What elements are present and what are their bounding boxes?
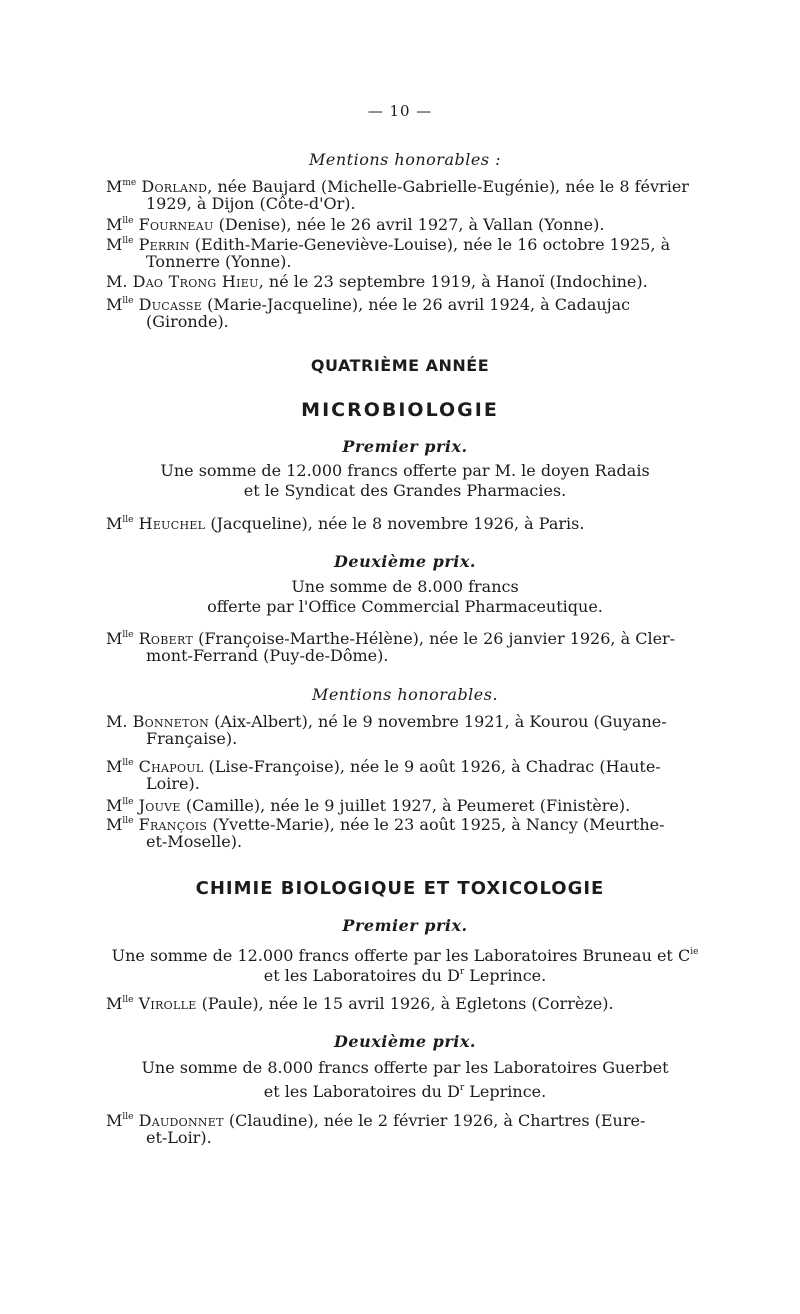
list-item <box>106 1109 710 1146</box>
honorific: $M^{lle}$ <box>106 629 134 648</box>
honorific: $M^{lle}$ <box>106 815 134 834</box>
entry-text: (Claudine), née le 2 février 1926, à Chartres (Eure- <box>223 1111 646 1130</box>
person-name: Dao Trong Hieu <box>132 272 259 291</box>
mentions-caption: Mentions honorables : <box>308 150 501 169</box>
honorific: M. <box>106 712 128 731</box>
honorific: $M^{lle}$ <box>106 235 134 254</box>
entry-continuation: Française). <box>146 729 238 748</box>
prize-description: Une somme de 8.000 francs <box>291 577 519 596</box>
person-name: Robert <box>138 629 193 648</box>
list-item <box>106 627 710 664</box>
entry-continuation: 1929, à Dijon (Côte-d'Or). <box>146 194 356 213</box>
mentions-caption: Mentions honorables. <box>311 685 499 704</box>
honorific: M. <box>106 272 128 291</box>
entry-text: (Yvette-Marie), née le 23 août 1925, à Nancy (Meurthe- <box>207 815 665 834</box>
honorific: $M^{lle}$ <box>106 994 134 1013</box>
prize-description: Une somme de 8.000 francs offerte par les Laboratoires Guerbet <box>141 1058 669 1077</box>
person-name: Virolle <box>138 994 197 1013</box>
person-name: Jouve <box>138 796 181 815</box>
section-heading-microbiologie: MICROBIOLOGIE <box>301 399 499 421</box>
entry-text: (Paule), née le 15 avril 1926, à Egletons (Corrèze). <box>196 994 614 1013</box>
person-name: Dorland <box>141 177 208 196</box>
entry-continuation: et-Moselle). <box>146 832 243 851</box>
entry-text: , née Baujard (Michelle-Gabrielle-Eugénie), née le 8 février <box>207 177 689 196</box>
entry-continuation: Loire). <box>146 774 200 793</box>
honorific: $M^{lle}$ <box>106 514 134 533</box>
entry-text: (Camille), née le 9 juillet 1927, à Peumeret (Finistère). <box>180 796 631 815</box>
list-item <box>106 992 710 1012</box>
person-name: Ducasse <box>138 295 203 314</box>
entry-text: (Edith-Marie-Geneviève-Louise), née le 16 octobre 1925, à <box>189 235 671 254</box>
person-name: Fourneau <box>138 215 214 234</box>
list-item <box>106 293 710 330</box>
list-item <box>106 175 710 212</box>
list-item <box>106 794 710 814</box>
entry-text: (Françoise-Marthe-Hélène), née le 26 janvier 1926, à Cler- <box>192 629 676 648</box>
list-item <box>106 233 710 270</box>
person-name: Perrin <box>138 235 190 254</box>
prize-description: offerte par l'Office Commercial Pharmaceutique. <box>207 597 603 616</box>
first-prize-caption: Premier prix. <box>342 916 468 935</box>
prize-description: Une somme de 12.000 francs offerte par M. le doyen Radais <box>160 461 650 480</box>
honorific: $M^{lle}$ <box>106 757 134 776</box>
list-item <box>106 713 710 747</box>
honorific: $M^{lle}$ <box>106 295 134 314</box>
honorific: $M^{lle}$ <box>106 796 134 815</box>
honorific: $M^{lle}$ <box>106 1111 134 1130</box>
list-item <box>106 755 710 792</box>
entry-continuation: mont-Ferrand (Puy-de-Dôme). <box>146 646 389 665</box>
entry-text: (Jacqueline), née le 8 novembre 1926, à Paris. <box>205 514 585 533</box>
first-prize-caption: Premier prix. <box>342 437 468 456</box>
entry-text: (Lise-Françoise), née le 9 août 1926, à Chadrac (Haute- <box>203 757 661 776</box>
entry-text: (Marie-Jacqueline), née le 26 avril 1924, à Cadaujac <box>202 295 631 314</box>
second-prize-caption: Deuxième prix. <box>334 1032 476 1051</box>
list-item <box>106 213 710 233</box>
prize-description: Une somme de 12.000 francs offerte par les Laboratoires Bruneau et $C^{ie}$ <box>111 946 699 965</box>
second-prize-caption: Deuxième prix. <box>334 552 476 571</box>
entry-text: (Aix-Albert), né le 9 novembre 1921, à Kourou (Guyane- <box>209 712 667 731</box>
list-item <box>106 273 710 290</box>
honorific: $M^{lle}$ <box>106 215 134 234</box>
entry-continuation: et-Loir). <box>146 1128 212 1147</box>
person-name: Heuchel <box>138 514 206 533</box>
prize-description: et le Syndicat des Grandes Pharmacies. <box>243 481 567 500</box>
year-heading: QUATRIÈME ANNÉE <box>310 356 490 375</box>
prize-description: et les Laboratoires du $D^r$ Leprince. <box>263 1082 547 1101</box>
entry-continuation: (Gironde). <box>146 312 229 331</box>
entry-continuation: Tonnerre (Yonne). <box>146 252 292 271</box>
honorific: $M^{me}$ <box>106 177 137 196</box>
list-item <box>106 813 710 850</box>
prize-description: et les Laboratoires du $D^r$ Leprince. <box>263 966 547 985</box>
person-name: Bonneton <box>132 712 209 731</box>
section-heading-chimie: CHIMIE BIOLOGIQUE ET TOXICOLOGIE <box>195 878 605 899</box>
entry-text: (Denise), née le 26 avril 1927, à Vallan (Yonne). <box>213 215 605 234</box>
list-item <box>106 512 710 532</box>
person-name: Daudonnet <box>138 1111 224 1130</box>
person-name: Chapoul <box>138 757 204 776</box>
entry-text: , né le 23 septembre 1919, à Hanoï (Indochine). <box>258 272 648 291</box>
page-number: — 10 — <box>367 102 433 120</box>
person-name: François <box>138 815 208 834</box>
